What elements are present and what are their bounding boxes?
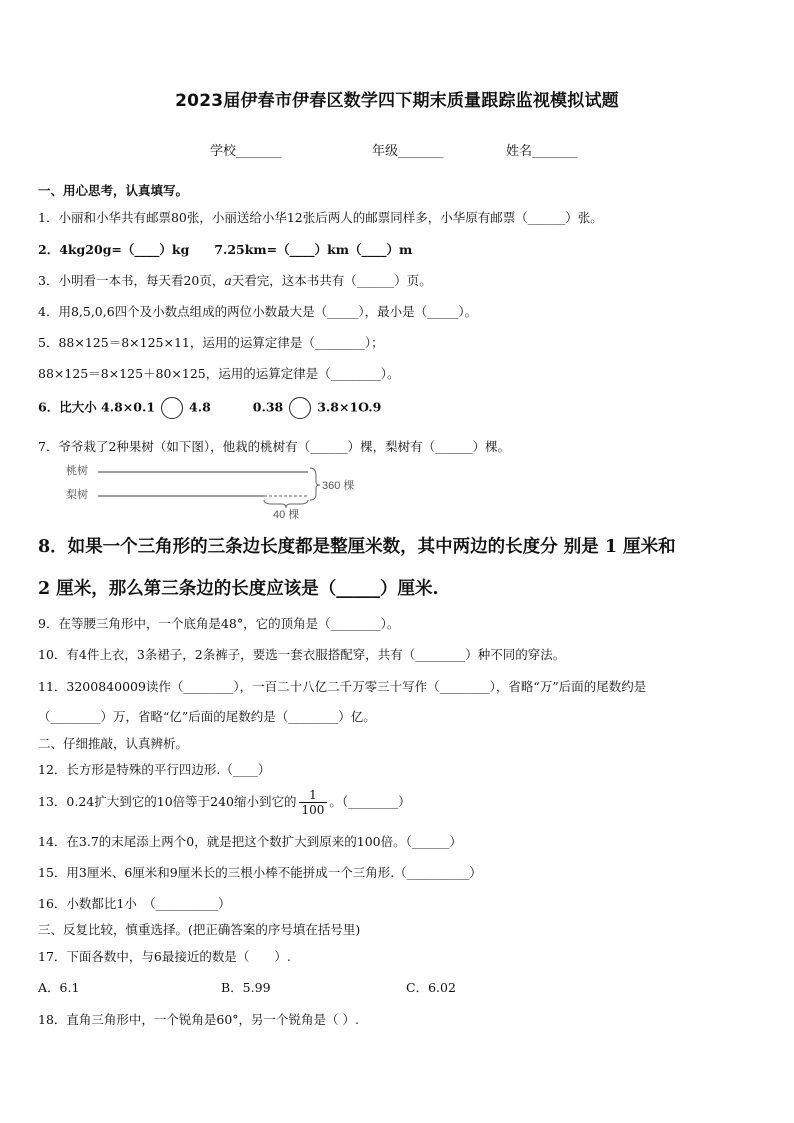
question-14: 14．在3.7的末尾添上两个0，就是把这个数扩大到原来的100倍。（______）: [38, 834, 462, 849]
section-heading: 一、用心思考，认真填写。: [38, 183, 189, 198]
question-5a: 5．88×125＝8×125×11，运用的运算定律是（________）；: [38, 335, 384, 350]
grade-field: 年级_______: [372, 144, 444, 159]
question-3: 3．小明看一本书，每天看20页，𝑎天看完，这本书共有（______）页。: [38, 273, 432, 288]
question-2: 2．4kg20g=（____）kg 7.25km=（____）km（____）m: [38, 242, 413, 257]
fraction: [299, 788, 328, 817]
question-1: 1．小丽和小华共有邮票80张，小丽送给小华12张后两人的邮票同样多，小华原有邮票（______）张。: [38, 210, 603, 225]
option-c[interactable]: C．6.02: [406, 980, 456, 995]
question-13: [38, 788, 774, 817]
question-17: 17．下面各数中，与6最接近的数是（ ）.: [38, 949, 291, 964]
question-10: 10．有4件上衣，3条裙子，2条裤子，要选一套衣服搭配穿，共有（________）种不同的穿法。: [38, 647, 566, 662]
question-11b: （________）万，省略“亿”后面的尾数约是（________）亿。: [38, 709, 376, 724]
section-heading: 二、仔细推敲，认真辨析。: [38, 736, 189, 751]
pear-label: 梨树: [66, 489, 88, 501]
question-15: 15．用3厘米、6厘米和9厘米长的三根小棒不能拼成一个三角形.（__________）: [38, 865, 482, 880]
page-title: 2023届伊春市伊春区数学四下期末质量跟踪监视模拟试题: [175, 91, 619, 111]
question-6-value-3: 3.8×1O.9: [317, 399, 382, 415]
peach-label: 桃树: [66, 465, 88, 477]
question-7: 7．爷爷栽了2种果树（如下图），他栽的桃树有（______）棵，梨树有（______）棵。: [38, 439, 511, 454]
total-brace: [310, 468, 320, 500]
question-11a: 11．3200840009读作（________），一百二十八亿二千万零三十写作（________），省略“万”后面的尾数约是: [38, 679, 647, 694]
question-18: 18．直角三角形中，一个锐角是60°，另一个锐角是（ ）.: [38, 1012, 360, 1027]
question-6-label: 6．比大小 4.8×0.1: [38, 399, 156, 415]
compare-circle-1[interactable]: [161, 397, 183, 419]
tree-diagram: [60, 462, 370, 522]
diff-brace: [264, 500, 308, 508]
question-6-value-2: 0.38: [252, 399, 284, 415]
question-4: 4．用8,5,0,6四个及小数点组成的两位小数最大是（_____），最小是（_____）。: [38, 304, 478, 319]
fraction-numerator: 1: [299, 788, 328, 803]
total-label: 360 棵: [322, 480, 355, 492]
question-13-answer: 。（________）: [329, 794, 411, 809]
compare-circle-2[interactable]: [289, 397, 311, 419]
section-heading: 三、反复比较，慎重选择。(把正确答案的序号填在括号里): [38, 922, 361, 937]
question-8b: 2 厘米，那么第三条边的长度应该是（_____）厘米.: [38, 579, 439, 599]
question-13-text: 13．0.24扩大到它的10倍等于240缩小到它的: [38, 794, 297, 809]
name-field: 姓名_______: [506, 144, 578, 159]
question-9: 9．在等腰三角形中，一个底角是48°，它的顶角是（________）。: [38, 616, 400, 631]
question-6-value-1: 4.8: [189, 399, 211, 415]
question-12: 12．长方形是特殊的平行四边形.（____）: [38, 762, 271, 777]
question-5b: 88×125＝8×125＋80×125，运用的运算定律是（________）。: [38, 366, 400, 381]
fraction-denominator: 100: [301, 803, 325, 817]
question-16: 16．小数都比1小 （__________）: [38, 896, 231, 911]
diff-label: 40 棵: [273, 509, 300, 521]
question-6: [38, 397, 774, 419]
school-field: 学校_______: [210, 144, 282, 159]
question-8a: 8．如果一个三角形的三条边长度都是整厘米数，其中两边的长度分 别是 1 厘米和: [38, 537, 676, 557]
option-a[interactable]: A．6.1: [38, 980, 80, 995]
option-b[interactable]: B．5.99: [221, 980, 271, 995]
